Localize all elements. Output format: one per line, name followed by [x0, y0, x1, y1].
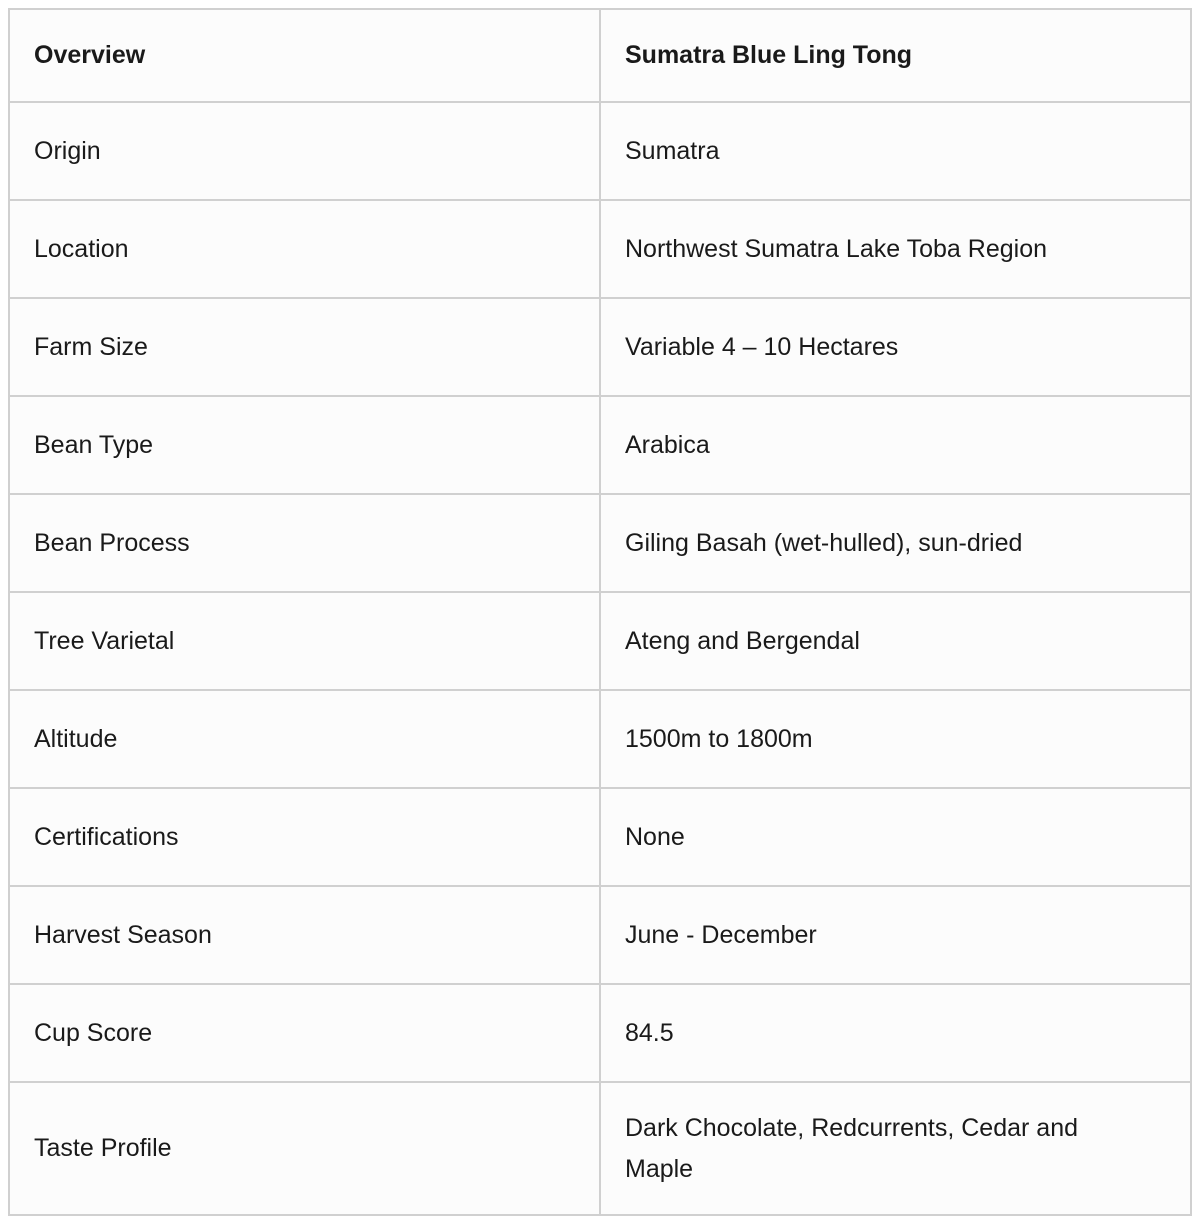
row-value: [600, 298, 1191, 396]
row-value: [600, 886, 1191, 984]
row-value: [600, 396, 1191, 494]
row-label: Bean Type: [9, 396, 600, 494]
row-value-text: Dark Chocolate, Redcurrents, Cedar and Maple: [625, 1114, 1079, 1183]
row-value-text: 84.5: [625, 1018, 674, 1047]
table-row-cup-score: [9, 984, 1191, 1082]
row-label: Taste Profile: [9, 1082, 600, 1215]
row-label: Certifications: [9, 788, 600, 886]
table-row-taste-profile: [9, 1082, 1191, 1215]
table-row-bean-process: [9, 494, 1191, 592]
row-value-text: 1500m to 1800m: [625, 724, 813, 753]
row-value: [600, 788, 1191, 886]
row-label: Altitude: [9, 690, 600, 788]
row-label: Farm Size: [9, 298, 600, 396]
table-row-certifications: [9, 788, 1191, 886]
table-row-origin: [9, 102, 1191, 200]
row-value-text: Northwest Sumatra Lake Toba Region: [625, 234, 1047, 263]
row-value: [600, 592, 1191, 690]
row-value-text: Variable 4 – 10 Hectares: [625, 332, 899, 361]
row-label: Location: [9, 200, 600, 298]
row-value-text: Arabica: [625, 430, 710, 459]
table-row-bean-type: [9, 396, 1191, 494]
table-row-harvest-season: [9, 886, 1191, 984]
row-value: [600, 984, 1191, 1082]
row-label: Harvest Season: [9, 886, 600, 984]
row-value: [600, 1082, 1191, 1215]
table-row-tree-varietal: [9, 592, 1191, 690]
table-row-altitude: [9, 690, 1191, 788]
row-value: [600, 102, 1191, 200]
row-value-text: June - December: [625, 920, 817, 949]
header-product-name: Sumatra Blue Ling Tong: [600, 9, 1191, 102]
row-label: Bean Process: [9, 494, 600, 592]
coffee-overview-table: [8, 8, 1192, 1216]
row-value-text: None: [625, 822, 685, 851]
row-label: Tree Varietal: [9, 592, 600, 690]
row-value-text: Ateng and Bergendal: [625, 626, 860, 655]
row-value-text: Giling Basah (wet-hulled), sun-dried: [625, 528, 1023, 557]
row-label: Origin: [9, 102, 600, 200]
row-value: [600, 690, 1191, 788]
table-row-location: [9, 200, 1191, 298]
row-value: [600, 494, 1191, 592]
table-header-row: [9, 9, 1191, 102]
row-value: [600, 200, 1191, 298]
header-overview: Overview: [9, 9, 600, 102]
row-value-text: Sumatra: [625, 136, 720, 165]
row-label: Cup Score: [9, 984, 600, 1082]
table-row-farm-size: [9, 298, 1191, 396]
